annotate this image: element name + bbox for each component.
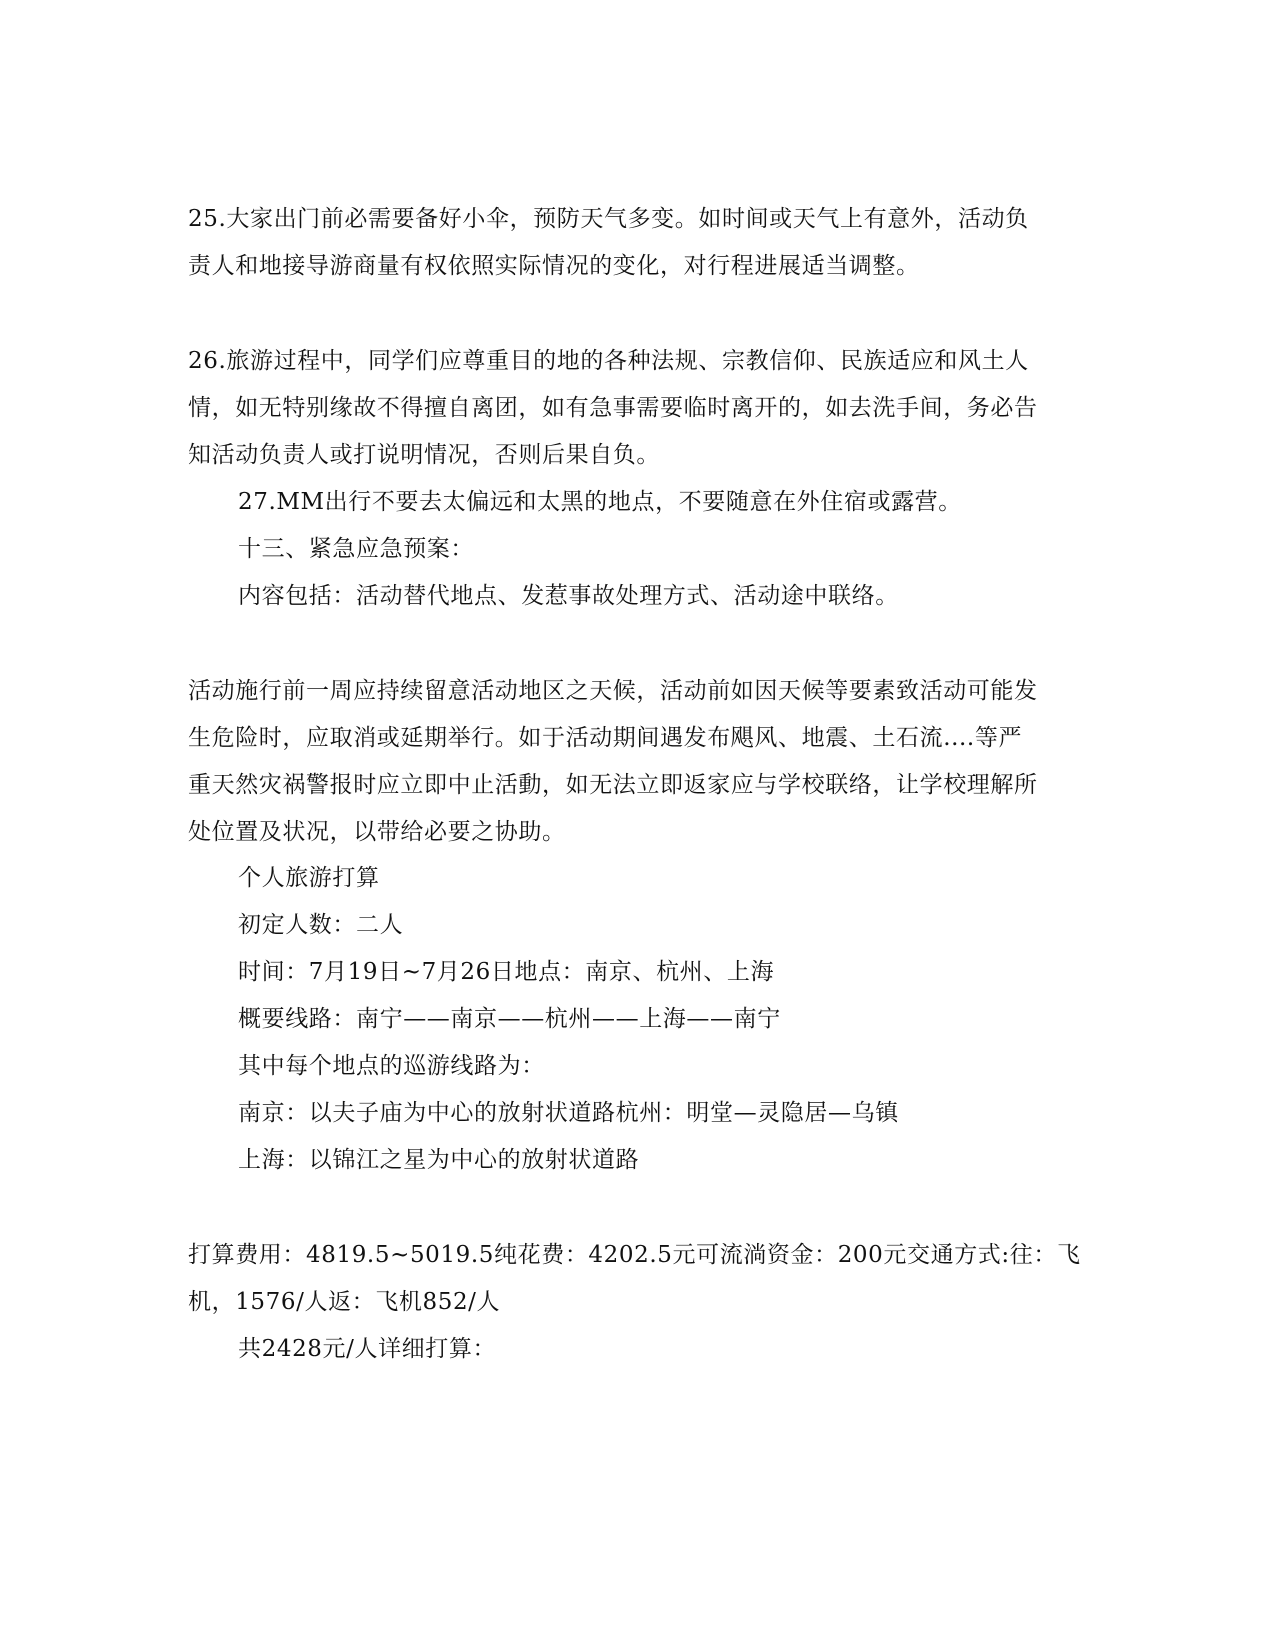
weather-paragraph-line-3: 重天然灾祸警报时应立即中止活動，如无法立即返家应与学校联络，让学校理解所 [188, 772, 1038, 798]
item-26-line-2: 情，如无特别缘故不得擅自离团，如有急事需要临时离开的，如去洗手间，务必告 [188, 395, 1038, 421]
item-26-line-3: 知活动负责人或打说明情况，否则后果自负。 [188, 442, 660, 468]
time-and-location: 时间：7月19日~7月26日地点：南京、杭州、上海 [238, 959, 775, 985]
personal-travel-plan-heading: 个人旅游打算 [238, 865, 380, 891]
shanghai-route: 上海：以锦江之星为中心的放射状道路 [238, 1147, 640, 1173]
section-heading-emergency-plan: 十三、紧急应急预案： [238, 536, 474, 562]
nanjing-hangzhou-route: 南京：以夫子庙为中心的放射状道路杭州：明堂—灵隐居—乌镇 [238, 1100, 899, 1126]
budget-line-1: 打算费用：4819.5~5019.5纯花费：4202.5元可流淌资金：200元交通方式:往：飞 [188, 1242, 1081, 1268]
weather-paragraph-line-2: 生危险时，应取消或延期举行。如于活动期间遇发布飓风、地震、土石流....等严 [188, 725, 1023, 751]
weather-paragraph-line-4: 处位置及状况，以带给必要之协助。 [188, 819, 566, 845]
item-25-line-2: 责人和地接导游商量有权依照实际情况的变化，对行程进展适当调整。 [188, 253, 920, 279]
number-of-people: 初定人数：二人 [238, 912, 404, 938]
route-intro: 其中每个地点的巡游线路为： [238, 1053, 545, 1079]
weather-paragraph-line-1: 活动施行前一周应持续留意活动地区之天候，活动前如因天候等要素致活动可能发 [188, 678, 1038, 704]
total-per-person: 共2428元/人详细打算： [238, 1336, 497, 1362]
budget-line-2: 机，1576/人返：飞机852/人 [188, 1289, 501, 1315]
item-25-line-1: 25.大家出门前必需要备好小伞，预防天气多变。如时间或天气上有意外，活动负 [188, 206, 1029, 232]
item-27: 27.MM出行不要去太偏远和太黑的地点，不要随意在外住宿或露营。 [238, 489, 962, 515]
route-overview: 概要线路：南宁——南京——杭州——上海——南宁 [238, 1006, 781, 1032]
emergency-plan-contents: 内容包括：活动替代地点、发惹事故处理方式、活动途中联络。 [238, 583, 899, 609]
item-26-line-1: 26.旅游过程中，同学们应尊重目的地的各种法规、宗教信仰、民族适应和风土人 [188, 348, 1029, 374]
